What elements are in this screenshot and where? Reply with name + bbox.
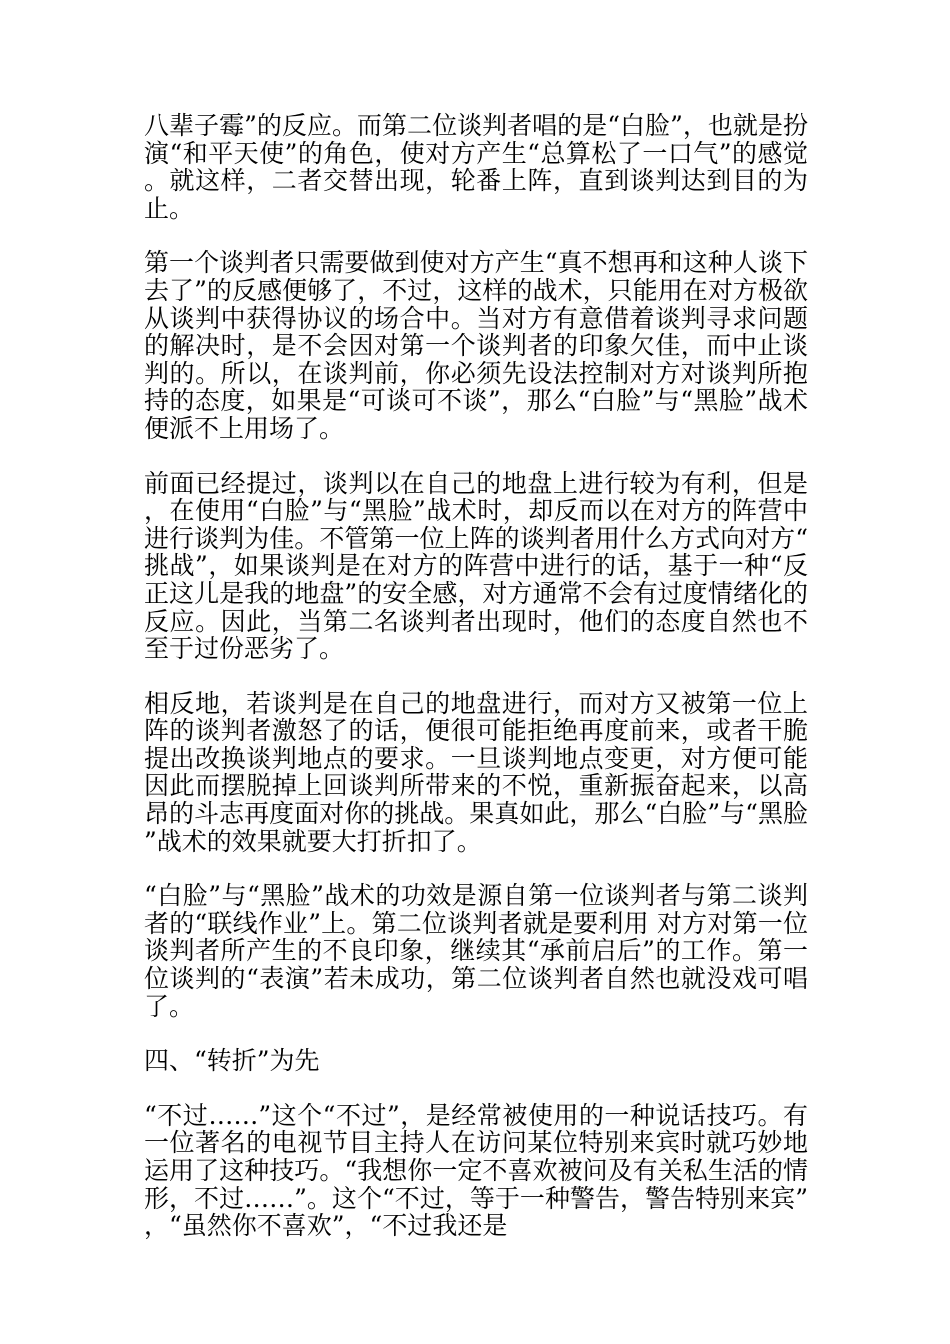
paragraph-5: “白脸”与“黑脸”战术的功效是源自第一位谈判者与第二谈判者的“联线作业”上。第二位谈判者就是要利用 对方对第一位谈判者所产生的不良印象，继续其“承前启后”的工作。第一位谈判的“表演”若未成功，第二位谈判者自然也就没戏可唱了。 [144, 881, 808, 1021]
document-page [144, 112, 808, 1267]
paragraph-3: 前面已经提过，谈判以在自己的地盘上进行较为有利，但是，在使用“白脸”与“黑脸”战术时，却反而以在对方的阵营中进行谈判为佳。不管第一位上阵的谈判者用什么方式向对方“挑战”，如果谈判是在对方的阵营中进行的话，基于一种“反正这儿是我的地盘”的安全感，对方通常不会有过度情绪化的反应。因此，当第二名谈判者出现时，他们的态度自然也不至于过份恶劣了。 [144, 468, 808, 664]
paragraph-4: 相反地，若谈判是在自己的地盘进行，而对方又被第一位上阵的谈判者激怒了的话，便很可能拒绝再度前来，或者干脆提出改换谈判地点的要求。一旦谈判地点变更，对方便可能因此而摆脱掉上回谈判所带来的不悦，重新振奋起来，以高昂的斗志再度面对你的挑战。果真如此，那么“白脸”与“黑脸”战术的效果就要大打折扣了。 [144, 688, 808, 856]
paragraph-2: 第一个谈判者只需要做到使对方产生“真不想再和这种人谈下去了”的反感便够了，不过，这样的战术，只能用在对方极欲从谈判中获得协议的场合中。当对方有意借着谈判寻求问题的解决时，是不会因对第一个谈判者的印象欠佳，而中止谈判的。所以，在谈判前，你必须先设法控制对方对谈判所抱持的态度，如果是“可谈可不谈”，那么“白脸”与“黑脸”战术便派不上用场了。 [144, 248, 808, 443]
section-heading: 四、“转折”为先 [144, 1046, 320, 1076]
paragraph-1: 八辈子霉”的反应。而第二位谈判者唱的是“白脸”，也就是扮演“和平天使”的角色，使对方产生“总算松了一口气”的感觉。就这样，二者交替出现，轮番上阵，直到谈判达到目的为止。 [144, 111, 808, 223]
paragraph-6: “不过……”这个“不过”，是经常被使用的一种说话技巧。有一位著名的电视节目主持人在访问某位特别来宾时就巧妙地运用了这种技巧。“我想你一定不喜欢被问及有关私生活的情形，不过……”。这个“不过，等于一种警告，警告特别来宾”，“虽然你不喜欢”，“不过我还是 [144, 1100, 808, 1241]
